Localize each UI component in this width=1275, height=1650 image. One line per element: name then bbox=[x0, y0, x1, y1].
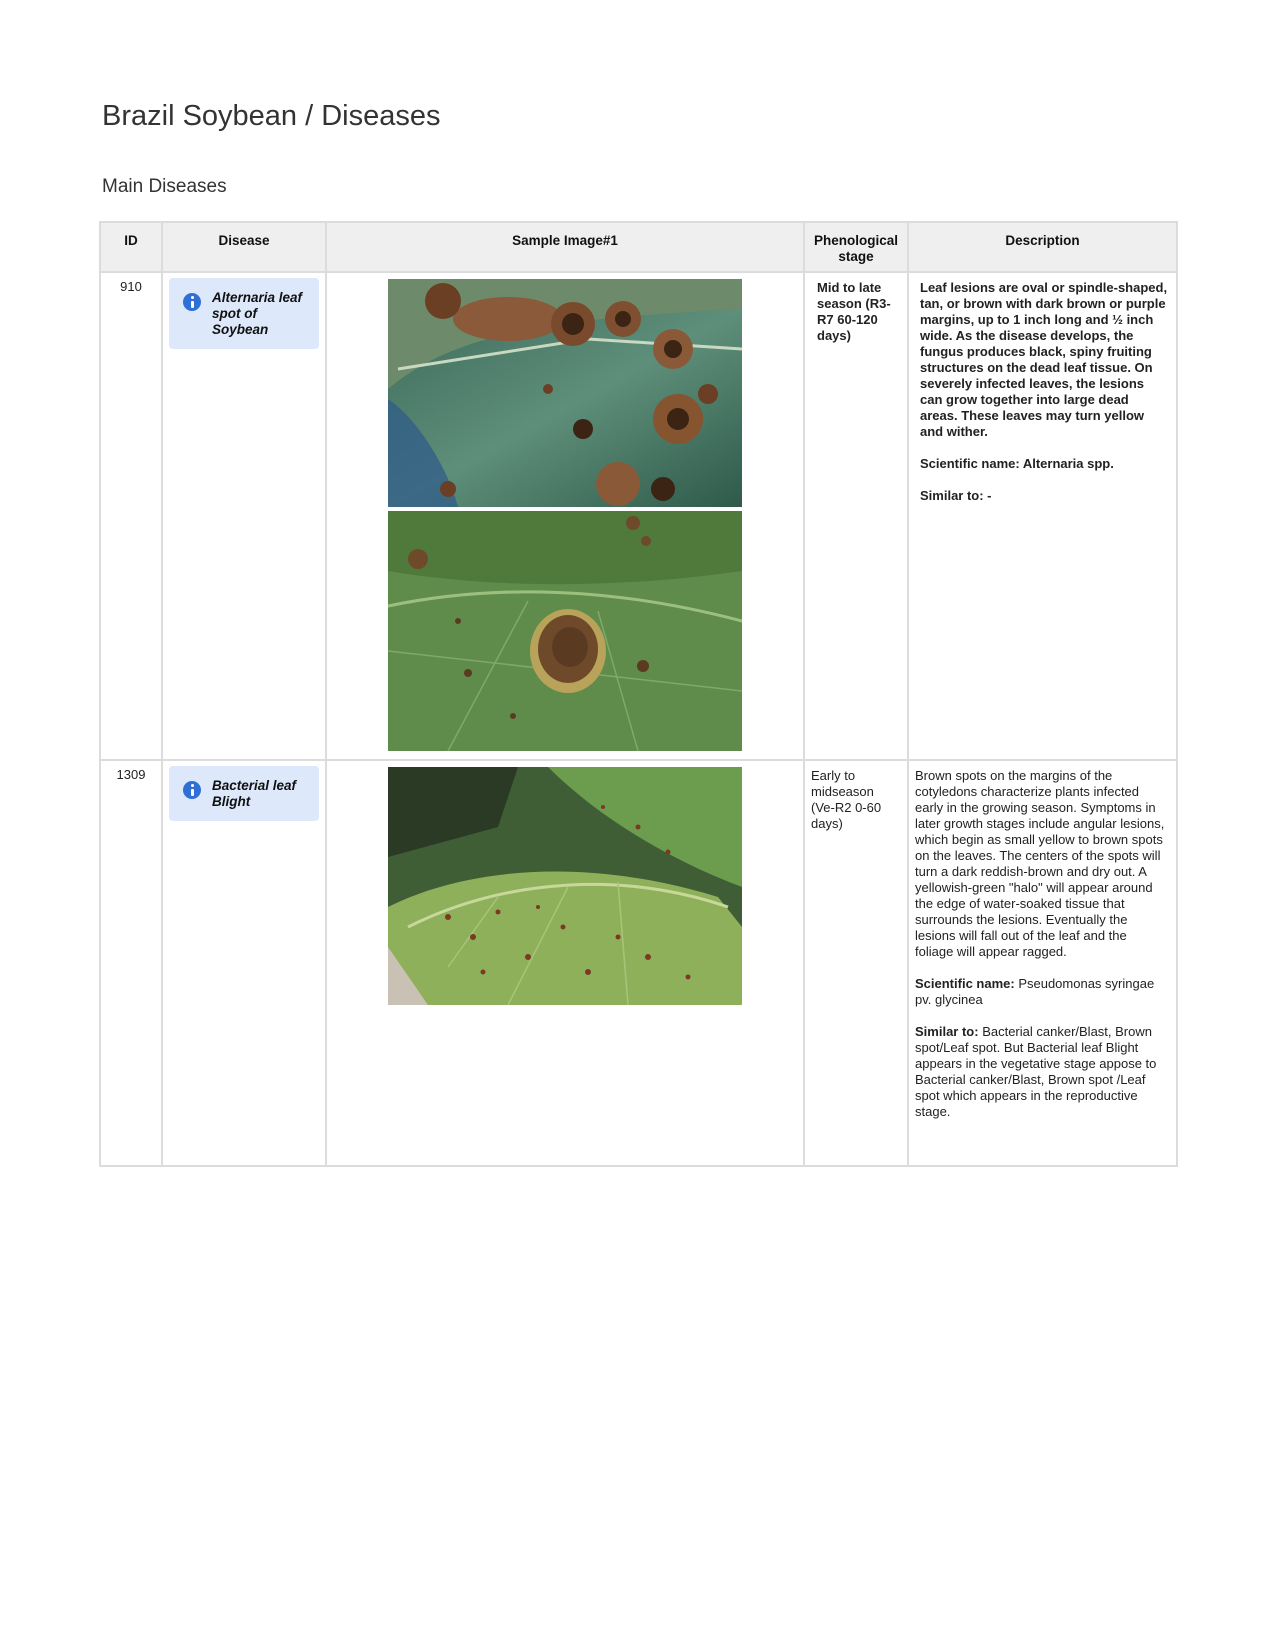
description-cell bbox=[908, 272, 1177, 760]
header-sample-image: Sample Image#1 bbox=[326, 222, 804, 272]
disease-cell bbox=[162, 272, 326, 760]
scientific-name bbox=[915, 976, 1168, 1008]
description-cell bbox=[908, 760, 1177, 1166]
scientific-name: Scientific name: Alternaria spp. bbox=[920, 456, 1114, 471]
row-id: 1309 bbox=[100, 760, 162, 1166]
scientific-name-value: Pseudomonas syringae pv. glycinea bbox=[915, 976, 1155, 1007]
leaf-image bbox=[388, 279, 742, 507]
diseases-table bbox=[99, 221, 1178, 1167]
header-phenological-stage: Phenological stage bbox=[804, 222, 908, 272]
scientific-name-label: Scientific name: bbox=[915, 976, 1015, 991]
disease-cell bbox=[162, 760, 326, 1166]
row-id: 910 bbox=[100, 272, 162, 760]
leaf-image bbox=[388, 767, 742, 1005]
description-text: Leaf lesions are oval or spindle-shaped, tan, or brown with dark brown or purple margins, up to 1 inch long and ½ inch wide. As the disease develops, the fungus produces black, spiny fruiting structures on the dead leaf tissue. On severely infected leaves, the lesions can grow together into large dead areas. These leaves may turn yellow and wither. bbox=[920, 280, 1168, 439]
similar-to-label: Similar to: bbox=[915, 1024, 979, 1039]
header-id: ID bbox=[100, 222, 162, 272]
disease-link[interactable] bbox=[169, 278, 319, 349]
similar-to: Similar to: - bbox=[920, 488, 992, 503]
section-title: Main Diseases bbox=[102, 176, 227, 197]
table-row bbox=[100, 272, 1177, 760]
header-disease: Disease bbox=[162, 222, 326, 272]
sample-image-cell bbox=[326, 272, 804, 760]
info-icon bbox=[183, 781, 201, 799]
similar-to bbox=[915, 1024, 1168, 1120]
disease-name: Alternaria leaf spot of Soybean bbox=[212, 290, 303, 337]
disease-link[interactable] bbox=[169, 766, 319, 821]
similar-to-value: Bacterial canker/Blast, Brown spot/Leaf spot. But Bacterial leaf Blight appears in the vegetative stage appose to Bacterial canker/Blast, Brown spot /Leaf spot which appears in the reproductive stage. bbox=[915, 1024, 1157, 1119]
phenological-stage: Early to midseason (Ve-R2 0-60 days) bbox=[804, 760, 908, 1166]
description-text: Brown spots on the margins of the cotyledons characterize plants infected early in the growing season. Symptoms in later growth stages include angular lesions, which begin as small yellow to brown spots on the leaves. The centers of the spots will turn a dark reddish-brown and dry out. A yellowish-green "halo" will appear around the edge of water-soaked tissue that surrounds the lesions. Eventually the lesions will fall out of the leaf and the foliage will appear ragged. bbox=[915, 768, 1165, 959]
sample-image-cell bbox=[326, 760, 804, 1166]
disease-name: Bacterial leaf Blight bbox=[212, 778, 297, 809]
table-header-row bbox=[100, 222, 1177, 272]
page-title: Brazil Soybean / Diseases bbox=[102, 100, 441, 132]
header-description: Description bbox=[908, 222, 1177, 272]
phenological-stage: Mid to late season (R3-R7 60-120 days) bbox=[804, 272, 908, 760]
info-icon bbox=[183, 293, 201, 311]
table-row bbox=[100, 760, 1177, 1166]
leaf-image bbox=[388, 511, 742, 751]
